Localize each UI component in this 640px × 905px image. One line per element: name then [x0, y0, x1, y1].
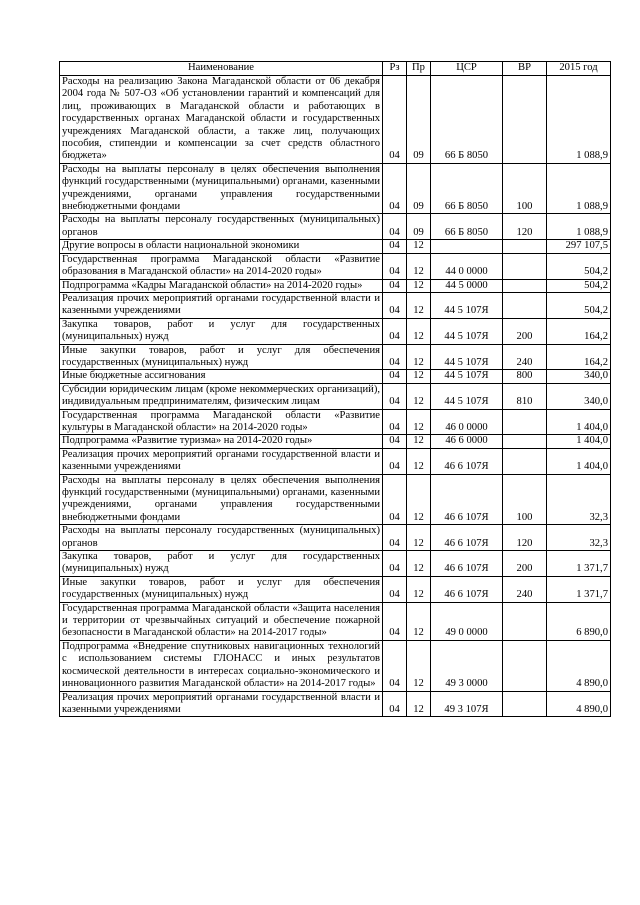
row-csr: 46 6 107Я [431, 474, 503, 525]
table-row [60, 551, 611, 577]
table-row [60, 435, 611, 448]
table-row [60, 163, 611, 214]
row-amount: 4 890,0 [547, 640, 611, 691]
row-name: Другие вопросы в области национальной экономики [60, 240, 383, 253]
row-pr: 09 [407, 214, 431, 240]
row-vr [503, 409, 547, 435]
row-vr [503, 448, 547, 474]
table-row [60, 409, 611, 435]
table-row [60, 525, 611, 551]
row-vr: 100 [503, 474, 547, 525]
header-csr: ЦСР [431, 62, 503, 76]
table-row [60, 448, 611, 474]
row-name: Государственная программа Магаданской области «Развитие культуры в Магаданской области» на 2014-2020 годы» [60, 409, 383, 435]
row-pr: 12 [407, 344, 431, 370]
row-amount: 164,2 [547, 344, 611, 370]
row-vr [503, 691, 547, 717]
row-amount: 6 890,0 [547, 602, 611, 640]
row-pr: 09 [407, 163, 431, 214]
row-pr: 12 [407, 576, 431, 602]
header-pr: Пр [407, 62, 431, 76]
row-amount: 32,3 [547, 474, 611, 525]
row-rz: 04 [383, 344, 407, 370]
row-pr: 12 [407, 409, 431, 435]
table-row [60, 279, 611, 292]
budget-table [59, 61, 611, 717]
header-rz: Рз [383, 62, 407, 76]
row-csr: 46 6 107Я [431, 525, 503, 551]
row-csr: 46 6 107Я [431, 551, 503, 577]
row-name: Подпрограмма «Кадры Магаданской области» на 2014-2020 годы» [60, 279, 383, 292]
row-amount: 1 371,7 [547, 551, 611, 577]
row-pr: 09 [407, 76, 431, 164]
row-vr: 120 [503, 525, 547, 551]
row-pr: 12 [407, 292, 431, 318]
row-name: Закупка товаров, работ и услуг для государственных (муниципальных) нужд [60, 551, 383, 577]
row-rz: 04 [383, 214, 407, 240]
row-amount: 1 404,0 [547, 435, 611, 448]
row-name: Реализация прочих мероприятий органами государственной власти и казенными учреждениями [60, 448, 383, 474]
row-csr: 49 0 0000 [431, 602, 503, 640]
row-csr: 44 0 0000 [431, 253, 503, 279]
row-rz: 04 [383, 253, 407, 279]
table-row [60, 691, 611, 717]
row-vr [503, 76, 547, 164]
row-amount: 504,2 [547, 253, 611, 279]
row-pr: 12 [407, 435, 431, 448]
row-name: Расходы на выплаты персоналу в целях обеспечения выполнения функций государственными (муниципальными) органами, казенными учреждениями, органами управления государственными внебюджетными фондами [60, 163, 383, 214]
header-year: 2015 год [547, 62, 611, 76]
row-csr: 44 5 107Я [431, 318, 503, 344]
row-name: Реализация прочих мероприятий органами государственной власти и казенными учреждениями [60, 292, 383, 318]
row-pr: 12 [407, 383, 431, 409]
row-rz: 04 [383, 163, 407, 214]
row-amount: 504,2 [547, 279, 611, 292]
row-rz: 04 [383, 525, 407, 551]
row-rz: 04 [383, 551, 407, 577]
row-rz: 04 [383, 292, 407, 318]
row-name: Иные закупки товаров, работ и услуг для обеспечения государственных (муниципальных) нужд [60, 344, 383, 370]
row-pr: 12 [407, 602, 431, 640]
row-pr: 12 [407, 253, 431, 279]
row-vr [503, 640, 547, 691]
row-vr: 200 [503, 551, 547, 577]
row-amount: 32,3 [547, 525, 611, 551]
row-pr: 12 [407, 240, 431, 253]
row-rz: 04 [383, 474, 407, 525]
table-row [60, 76, 611, 164]
row-vr [503, 435, 547, 448]
row-csr: 44 5 107Я [431, 292, 503, 318]
row-pr: 12 [407, 279, 431, 292]
row-name: Закупка товаров, работ и услуг для государственных (муниципальных) нужд [60, 318, 383, 344]
row-vr [503, 602, 547, 640]
table-row [60, 602, 611, 640]
row-amount: 340,0 [547, 370, 611, 383]
table-row [60, 253, 611, 279]
row-vr [503, 279, 547, 292]
row-amount: 4 890,0 [547, 691, 611, 717]
table-row [60, 576, 611, 602]
row-rz: 04 [383, 76, 407, 164]
row-rz: 04 [383, 448, 407, 474]
header-vr: ВР [503, 62, 547, 76]
table-row [60, 383, 611, 409]
row-pr: 12 [407, 318, 431, 344]
row-vr: 800 [503, 370, 547, 383]
row-amount: 504,2 [547, 292, 611, 318]
row-name: Реализация прочих мероприятий органами государственной власти и казенными учреждениями [60, 691, 383, 717]
row-name: Расходы на реализацию Закона Магаданской области от 06 декабря 2004 года № 507-ОЗ «Об установлении гарантий и компенсаций для лиц, проживающих в Магаданской области и работающих в государственных органах Магаданской области и государственных учреждениях Магаданской области, а также лиц, получающих пособия, стипендии и компенсации за счет средств областного бюджета» [60, 76, 383, 164]
row-rz: 04 [383, 435, 407, 448]
row-name: Государственная программа Магаданской области «Развитие образования в Магаданской области» на 2014-2020 годы» [60, 253, 383, 279]
row-name: Государственная программа Магаданской области «Защита населения и территории от чрезвычайных ситуаций и обеспечение пожарной безопасности в Магаданской области» на 2014-2017 годы» [60, 602, 383, 640]
row-rz: 04 [383, 409, 407, 435]
header-row [60, 62, 611, 76]
row-rz: 04 [383, 240, 407, 253]
row-pr: 12 [407, 525, 431, 551]
row-csr: 44 5 107Я [431, 383, 503, 409]
row-name: Расходы на выплаты персоналу государственных (муниципальных) органов [60, 214, 383, 240]
row-vr: 240 [503, 576, 547, 602]
row-csr: 66 Б 8050 [431, 163, 503, 214]
row-name: Иные закупки товаров, работ и услуг для обеспечения государственных (муниципальных) нужд [60, 576, 383, 602]
table-row [60, 240, 611, 253]
row-amount: 1 088,9 [547, 214, 611, 240]
row-csr: 49 3 107Я [431, 691, 503, 717]
row-pr: 12 [407, 474, 431, 525]
row-amount: 1 371,7 [547, 576, 611, 602]
row-csr: 44 5 107Я [431, 370, 503, 383]
header-name: Наименование [60, 62, 383, 76]
row-name: Субсидии юридическим лицам (кроме некоммерческих организаций), индивидуальным предпринимателям, физическим лицам [60, 383, 383, 409]
row-csr: 49 3 0000 [431, 640, 503, 691]
row-vr: 120 [503, 214, 547, 240]
row-rz: 04 [383, 318, 407, 344]
row-vr: 100 [503, 163, 547, 214]
row-pr: 12 [407, 551, 431, 577]
row-vr: 200 [503, 318, 547, 344]
row-csr: 66 Б 8050 [431, 76, 503, 164]
row-amount: 1 404,0 [547, 409, 611, 435]
row-name: Расходы на выплаты персоналу государственных (муниципальных) органов [60, 525, 383, 551]
row-rz: 04 [383, 383, 407, 409]
row-rz: 04 [383, 602, 407, 640]
row-vr: 810 [503, 383, 547, 409]
row-csr: 66 Б 8050 [431, 214, 503, 240]
row-rz: 04 [383, 370, 407, 383]
row-amount: 297 107,5 [547, 240, 611, 253]
table-row [60, 474, 611, 525]
row-amount: 1 088,9 [547, 163, 611, 214]
table-row [60, 640, 611, 691]
row-rz: 04 [383, 691, 407, 717]
row-name: Расходы на выплаты персоналу в целях обеспечения выполнения функций государственными (муниципальными) органами, казенными учреждениями, органами управления государственными внебюджетными фондами [60, 474, 383, 525]
row-csr: 46 0 0000 [431, 409, 503, 435]
row-amount: 1 088,9 [547, 76, 611, 164]
row-pr: 12 [407, 691, 431, 717]
row-rz: 04 [383, 576, 407, 602]
row-csr: 44 5 107Я [431, 344, 503, 370]
table-row [60, 318, 611, 344]
row-csr: 46 6 107Я [431, 576, 503, 602]
row-pr: 12 [407, 640, 431, 691]
row-vr [503, 253, 547, 279]
row-vr: 240 [503, 344, 547, 370]
row-name: Иные бюджетные ассигнования [60, 370, 383, 383]
row-csr [431, 240, 503, 253]
row-csr: 46 6 107Я [431, 448, 503, 474]
table-row [60, 344, 611, 370]
row-csr: 46 6 0000 [431, 435, 503, 448]
row-pr: 12 [407, 448, 431, 474]
table-row [60, 292, 611, 318]
row-amount: 340,0 [547, 383, 611, 409]
row-name: Подпрограмма «Развитие туризма» на 2014-2020 годы» [60, 435, 383, 448]
row-amount: 164,2 [547, 318, 611, 344]
table-row [60, 214, 611, 240]
row-name: Подпрограмма «Внедрение спутниковых навигационных технологий с использованием системы ГЛОНАСС и иных результатов космической деятельности в интересах социально-экономического и инновационного развития Магаданской области» на 2014-2017 годы» [60, 640, 383, 691]
row-vr [503, 240, 547, 253]
row-rz: 04 [383, 640, 407, 691]
row-csr: 44 5 0000 [431, 279, 503, 292]
row-amount: 1 404,0 [547, 448, 611, 474]
row-vr [503, 292, 547, 318]
row-pr: 12 [407, 370, 431, 383]
table-row [60, 370, 611, 383]
row-rz: 04 [383, 279, 407, 292]
